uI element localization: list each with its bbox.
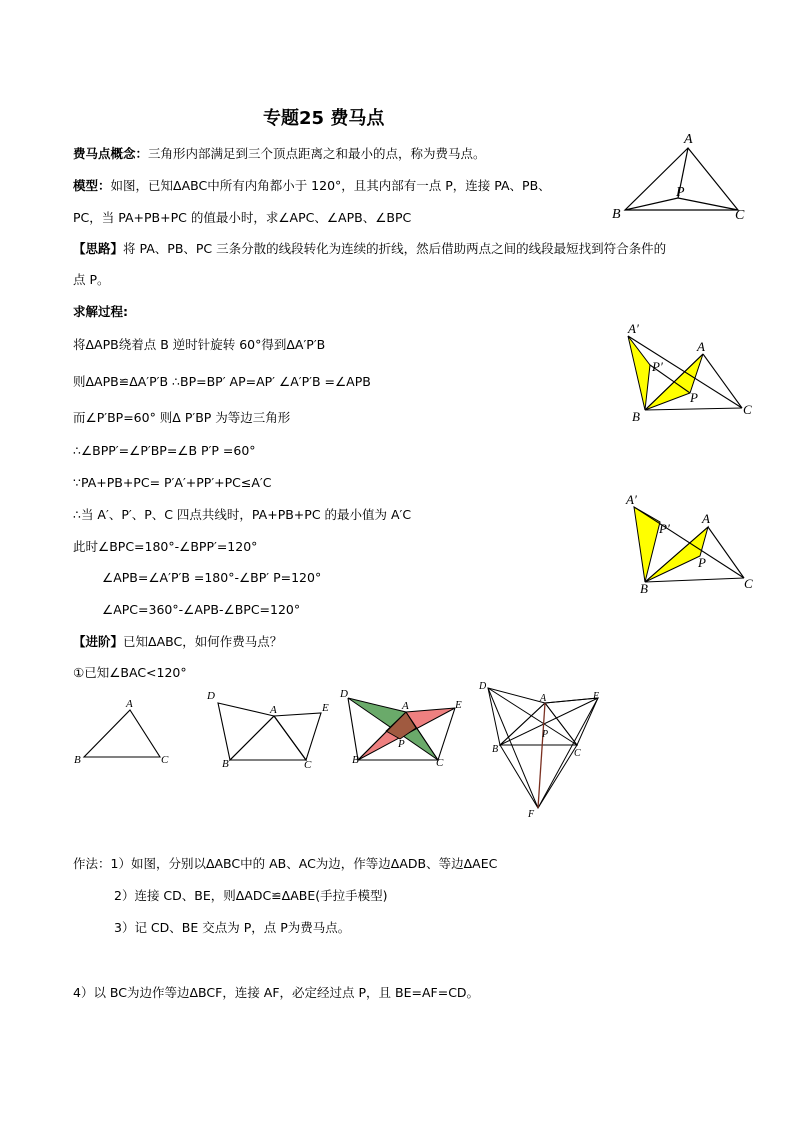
method-step-2: 2）连接 CD、BE，则ΔADC≌ΔABE(手拉手模型): [114, 888, 388, 903]
advanced-text: 已知ΔABC，如何作费马点？: [123, 634, 283, 649]
figure-equilateral-construction: [200, 688, 340, 770]
label-p: P: [690, 390, 698, 405]
segment-pc: [678, 198, 738, 210]
label-d: D: [479, 681, 487, 692]
label-p: P: [698, 555, 706, 570]
label-p1: P′: [659, 521, 670, 536]
idea-line-1: [73, 241, 666, 257]
figure-three-equilateral: [475, 678, 605, 820]
triangle-abc: [84, 710, 160, 757]
solution-step: 则ΔAPB≌ΔA′P′B ∴BP=BP′ AP=AP′ ∠A′P′B =∠APB: [73, 374, 371, 389]
label-a1: A′: [626, 492, 637, 507]
segment-bc: [645, 408, 742, 410]
label-c: C: [436, 757, 444, 769]
triangle-a1p1b: [634, 507, 660, 582]
label-a: A: [540, 693, 547, 704]
label-f: F: [528, 809, 535, 820]
label-b: B: [492, 744, 499, 755]
label-p: P: [542, 729, 549, 740]
concept-line: [73, 146, 486, 162]
solution-step: ∠APB=∠A′P′B =180°-∠BP′ P=120°: [102, 570, 322, 585]
label-a: A: [270, 704, 277, 716]
label-a: A: [684, 132, 693, 147]
label-c: C: [735, 208, 745, 223]
label-a: A: [126, 698, 133, 710]
model-line-1: [73, 178, 551, 194]
idea-label: 【思路】: [73, 241, 124, 256]
model-text-1: 如图，已知ΔABC中所有内角都小于 120°，且其内部有一点 P，连接 PA、PB、: [110, 178, 551, 193]
figure-rotation-2: [620, 490, 760, 595]
label-b: B: [222, 758, 229, 770]
solution-step: 此时∠BPC=180°-∠BPP′=120°: [73, 539, 258, 554]
advanced-case: ①已知∠BAC<120°: [73, 665, 187, 680]
label-c: C: [574, 748, 581, 759]
solution-step: ∵PA+PB+PC= P′A′+PP′+PC≤A′C: [73, 475, 272, 490]
method-step-1: 作法：1）如图，分别以ΔABC中的 AB、AC为边，作等边ΔADB、等边ΔAEC: [73, 856, 498, 871]
triangle-a1p1b: [628, 336, 650, 410]
label-e: E: [455, 699, 462, 711]
idea-text-1: 将 PA、PB、PC 三条分散的线段转化为连续的折线，然后借助两点之间的线段最短找到符合条件的: [123, 241, 667, 256]
method-step-3: 3）记 CD、BE 交点为 P，点 P为费马点。: [114, 920, 351, 935]
label-c: C: [744, 576, 753, 591]
triangle-aec: [274, 713, 321, 760]
idea-line-2: 点 P。: [73, 272, 110, 287]
label-d: D: [340, 688, 348, 700]
figure-model-triangle: [600, 125, 760, 225]
label-b: B: [632, 409, 640, 424]
solution-label: 求解过程:: [73, 304, 128, 319]
segment-ac: [708, 527, 744, 578]
solution-step: ∠APC=360°-∠APB-∠BPC=120°: [102, 602, 301, 617]
segment-db: [348, 698, 358, 760]
label-c: C: [304, 759, 312, 771]
page-title: 专题25 费马点: [263, 108, 385, 129]
label-b: B: [74, 754, 81, 766]
label-c: C: [743, 402, 752, 417]
segment-bc: [645, 578, 744, 582]
segment-ac: [703, 354, 742, 408]
segment-af: [538, 703, 545, 808]
label-p1: P′: [652, 359, 663, 374]
solution-step: ∴当 A′、P′、P、C 四点共线时，PA+PB+PC 的最小值为 A′C: [73, 507, 412, 522]
label-a: A: [702, 511, 710, 526]
triangle-aec: [545, 698, 598, 745]
figure-base-triangle: [70, 695, 180, 770]
label-b: B: [612, 207, 621, 222]
label-p: P: [676, 185, 685, 200]
figure-rotation-1: [620, 318, 760, 428]
model-line-2: PC，当 PA+PB+PC 的值最小时，求∠APC、∠APB、∠BPC: [73, 210, 412, 225]
segment-dc: [488, 688, 577, 745]
label-a1: A′: [628, 321, 639, 336]
label-a: A: [402, 700, 409, 712]
method-step-4: 4）以 BC为边作等边ΔBCF，连接 AF，必定经过点 P，且 BE=AF=CD。: [73, 985, 480, 1000]
triangle-adb: [488, 688, 545, 745]
concept-label: 费马点概念：: [73, 146, 149, 161]
solution-step: ∴∠BPP′=∠P′BP=∠B P′P =60°: [73, 443, 256, 458]
figure-hand-in-hand: [338, 685, 468, 770]
advanced-label: 【进阶】: [73, 634, 124, 649]
label-e: E: [322, 702, 329, 714]
label-d: D: [207, 690, 215, 702]
segment-ef: [538, 698, 598, 808]
concept-text: 三角形内部满足到三个顶点距离之和最小的点，称为费马点。: [148, 146, 486, 161]
solution-step: 将ΔAPB绕着点 B 逆时针旋转 60°得到ΔA′P′B: [73, 337, 326, 352]
segment-pb: [625, 198, 678, 210]
label-b: B: [640, 581, 648, 596]
label-b: B: [352, 754, 359, 766]
triangle-adb: [218, 703, 274, 760]
advanced-line: [73, 634, 282, 650]
label-a: A: [697, 339, 705, 354]
label-p: P: [398, 738, 405, 750]
label-e: E: [593, 691, 600, 702]
model-label: 模型：: [73, 178, 111, 193]
solution-step: 而∠P′BP=60° 则Δ P′BP 为等边三角形: [73, 410, 291, 425]
label-c: C: [161, 754, 169, 766]
